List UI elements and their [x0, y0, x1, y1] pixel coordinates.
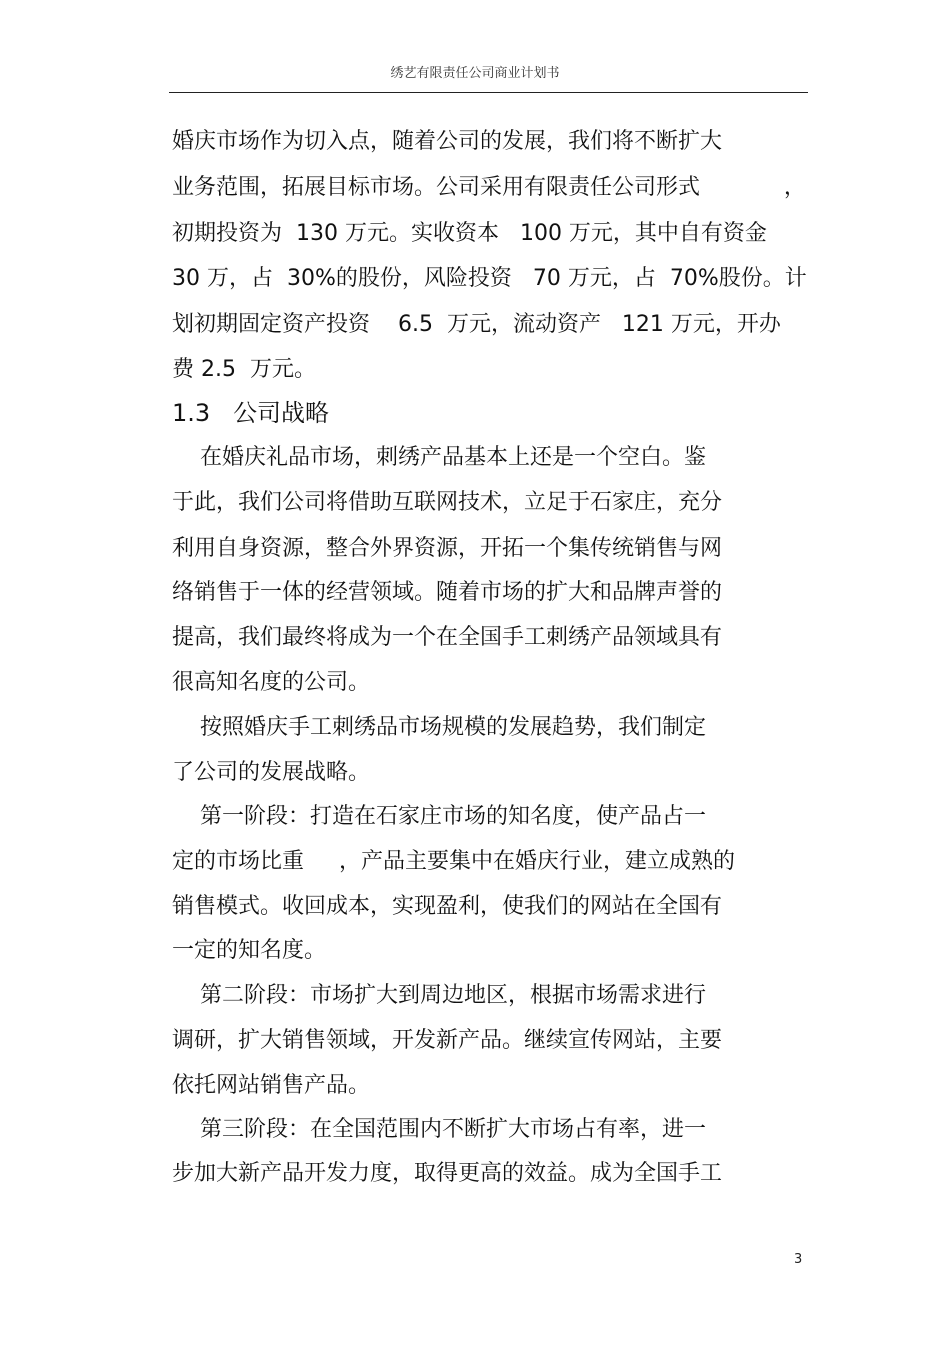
body-line: 定的市场比重 ，产品主要集中在婚庆行业，建立成熟的 — [172, 849, 735, 874]
section-number: 1.3 — [172, 399, 211, 427]
body-line: 步加大新产品开发力度，取得更高的效益。成为全国手工 — [172, 1161, 723, 1186]
body-line: 第二阶段：市场扩大到周边地区，根据市场需求进行 — [172, 983, 706, 1008]
body-line: 于此，我们公司将借助互联网技术，立足于石家庄，充分 — [172, 490, 723, 515]
body-line: 第一阶段：打造在石家庄市场的知名度，使产品占一 — [172, 804, 706, 829]
section-heading — [172, 398, 329, 428]
body-line: 初期投资为 130 万元。实收资本 100 万元，其中自有资金 — [172, 221, 767, 246]
body-line: 30 万，占 30%的股份，风险投资 70 万元，占 70%股份。计 — [172, 266, 807, 291]
body-line: 按照婚庆手工刺绣品市场规模的发展趋势，我们制定 — [172, 715, 706, 740]
body-line: 提高，我们最终将成为一个在全国手工刺绣产品领域具有 — [172, 625, 723, 650]
page-number: 3 — [794, 1252, 803, 1267]
body-line: 婚庆市场作为切入点，随着公司的发展，我们将不断扩大 — [172, 129, 723, 154]
section-title: 公司战略 — [233, 399, 330, 427]
body-line: 划初期固定资产投资 6.5 万元，流动资产 121 万元，开办 — [172, 312, 781, 337]
body-line: 络销售于一体的经营领域。随着市场的扩大和品牌声誉的 — [172, 580, 723, 605]
body-line: 很高知名度的公司。 — [172, 670, 371, 695]
body-line: 调研，扩大销售领域，开发新产品。继续宣传网站，主要 — [172, 1028, 723, 1053]
body-line: 依托网站销售产品。 — [172, 1073, 371, 1098]
body-line: 了公司的发展战略。 — [172, 760, 371, 785]
body-line: 销售模式。收回成本，实现盈利，使我们的网站在全国有 — [172, 894, 723, 919]
body-line: 一定的知名度。 — [172, 938, 327, 963]
body-line: 利用自身资源，整合外界资源，开拓一个集传统销售与网 — [172, 536, 723, 561]
body-line: 第三阶段：在全国范围内不断扩大市场占有率，进一 — [172, 1117, 706, 1142]
body-line: 在婚庆礼品市场，刺绣产品基本上还是一个空白。鉴 — [172, 445, 706, 470]
header-rule — [169, 92, 808, 93]
body-line: 费 2.5 万元。 — [172, 357, 316, 382]
body-line: 业务范围，拓展目标市场。公司采用有限责任公司形式 ， — [172, 175, 806, 200]
running-header: 绣艺有限责任公司商业计划书 — [390, 66, 560, 81]
